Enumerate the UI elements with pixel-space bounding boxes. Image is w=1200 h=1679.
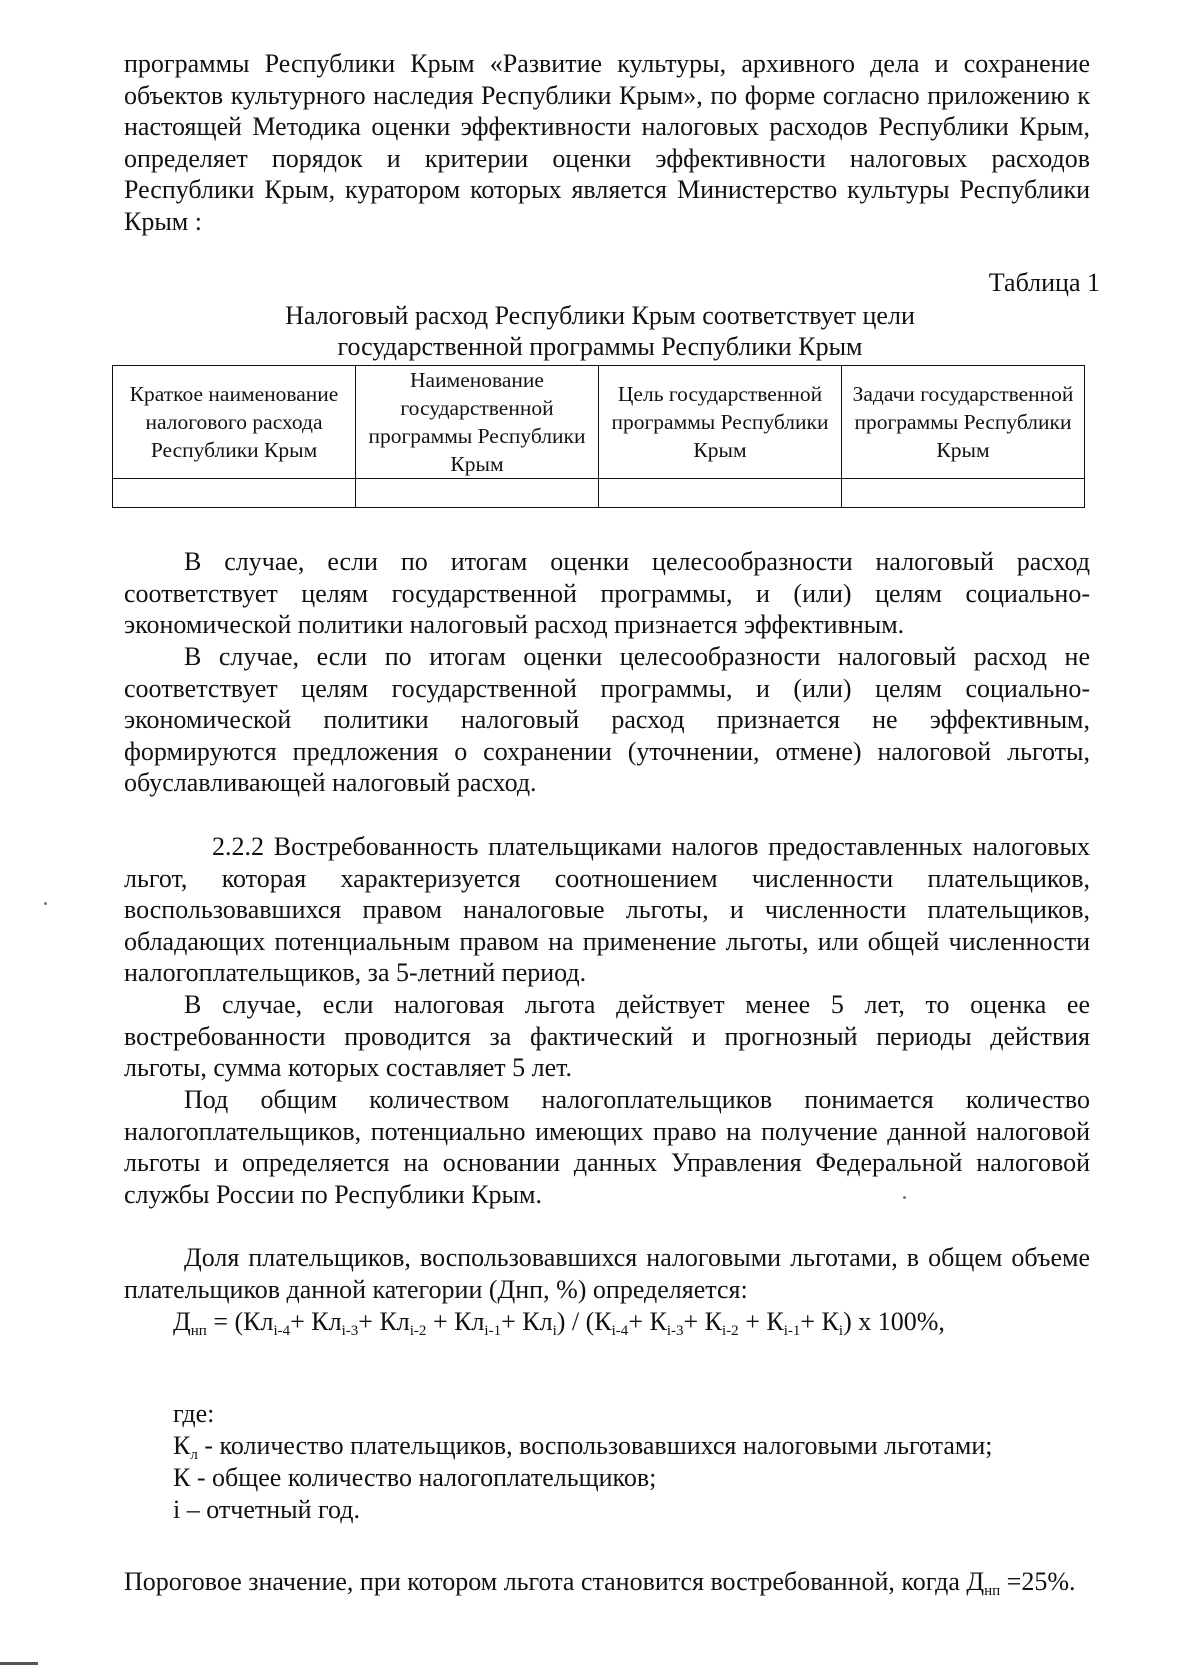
definition-kl: $К_л$ - количество плательщиков, воспользовавшихся налоговыми льготами; xyxy=(173,1431,993,1463)
scan-edge-mark xyxy=(0,1662,38,1665)
table-number-label: Таблица 1 xyxy=(988,268,1100,297)
paragraph-2-2-2: 2.2.2 Востребованность плательщиками налогов предоставленных налоговых льгот, которая характеризуется соотношением численности плательщиков, воспользовавшихся правом наналоговые льготы, и численности плательщиков, обладающих потенциальным правом на применение льготы, или общей численности налогоплательщиков, за 5-летний период. xyxy=(124,832,1090,987)
paragraph-total-taxpayers: Под общим количеством налогоплательщиков понимается количество налогоплательщиков, потенциально имеющих право на получение данной налоговой льготы и определяется на основании данных Управления Федеральной налоговой службы России по Республики Крым. xyxy=(124,1085,1090,1209)
table-header-row xyxy=(113,366,1085,479)
definition-i: i – отчетный год. xyxy=(173,1495,361,1524)
scan-speck xyxy=(44,902,47,905)
table-cell xyxy=(599,479,842,508)
paragraph-effective: В случае, если по итогам оценки целесообразности налоговый расход соответствует целям государственной программы, и (или) целям социально-экономической политики налоговый расход признается эффективным. xyxy=(124,547,1090,639)
definition-k: К - общее количество налогоплательщиков; xyxy=(173,1463,657,1492)
intro-paragraph: программы Республики Крым «Развитие культуры, архивного дела и сохранение объектов культурного наследия Республики Крым», по форме согласно приложению к настоящей Методика оценки эффективности налоговых расходов Республики Крым, определяет порядок и критерии оценки эффективности налоговых расходов Республики Крым, куратором которых является Министерство культуры Республики Крым : xyxy=(124,49,1090,236)
table-cell xyxy=(113,479,356,508)
scan-speck xyxy=(903,1196,906,1199)
header-program-goal: Цель государственной программы Республики Крым xyxy=(599,366,842,479)
table-row xyxy=(113,479,1085,508)
where-label: где: xyxy=(173,1399,215,1428)
threshold-paragraph: Пороговое значение, при котором льгота становится востребованной, когда $Д_{нп} =25\%$. xyxy=(124,1567,1076,1599)
header-short-name: Краткое наименование налогового расхода Республики Крым xyxy=(113,366,356,479)
table-title-line-2: государственной программы Республики Крым xyxy=(337,332,863,361)
header-program-tasks: Задачи государственной программы Республики Крым xyxy=(842,366,1085,479)
table-title-line-1: Налоговый расход Республики Крым соответствует цели xyxy=(285,301,915,330)
paragraph-not-effective: В случае, если по итогам оценки целесообразности налоговый расход не соответствует целям государственной программы, и (или) целям социально-экономической политики налоговый расход признается не эффективным, формируются предложения о сохранении (уточнении, отмене) налоговой льготы, обуславливающей налоговый расход. xyxy=(124,642,1090,797)
table-title xyxy=(240,300,960,362)
paragraph-less-than-5-years: В случае, если налоговая льгота действует менее 5 лет, то оценка ее востребованности проводится за фактический и прогнозный периоды действия льготы, сумма которых составляет 5 лет. xyxy=(124,990,1090,1082)
table-cell xyxy=(356,479,599,508)
table-cell xyxy=(842,479,1085,508)
header-program-name: Наименование государственной программы Республики Крым xyxy=(356,366,599,479)
share-formula: $Д_{нп} = (Кл_{i-4}+ Кл_{i-3}+ Кл_{i-2} + Кл_{i-1}+ Кл_i) / (К_{i-4}+ К_{i-3}+ К_{i-2} + К_{i-1}+ К_i)$ x 100%, xyxy=(173,1307,945,1339)
goals-table xyxy=(112,365,1085,508)
paragraph-share-definition: Доля плательщиков, воспользовавшихся налоговыми льготами, в общем объеме плательщиков данной категории (Днп, %) определяется: xyxy=(124,1243,1090,1304)
